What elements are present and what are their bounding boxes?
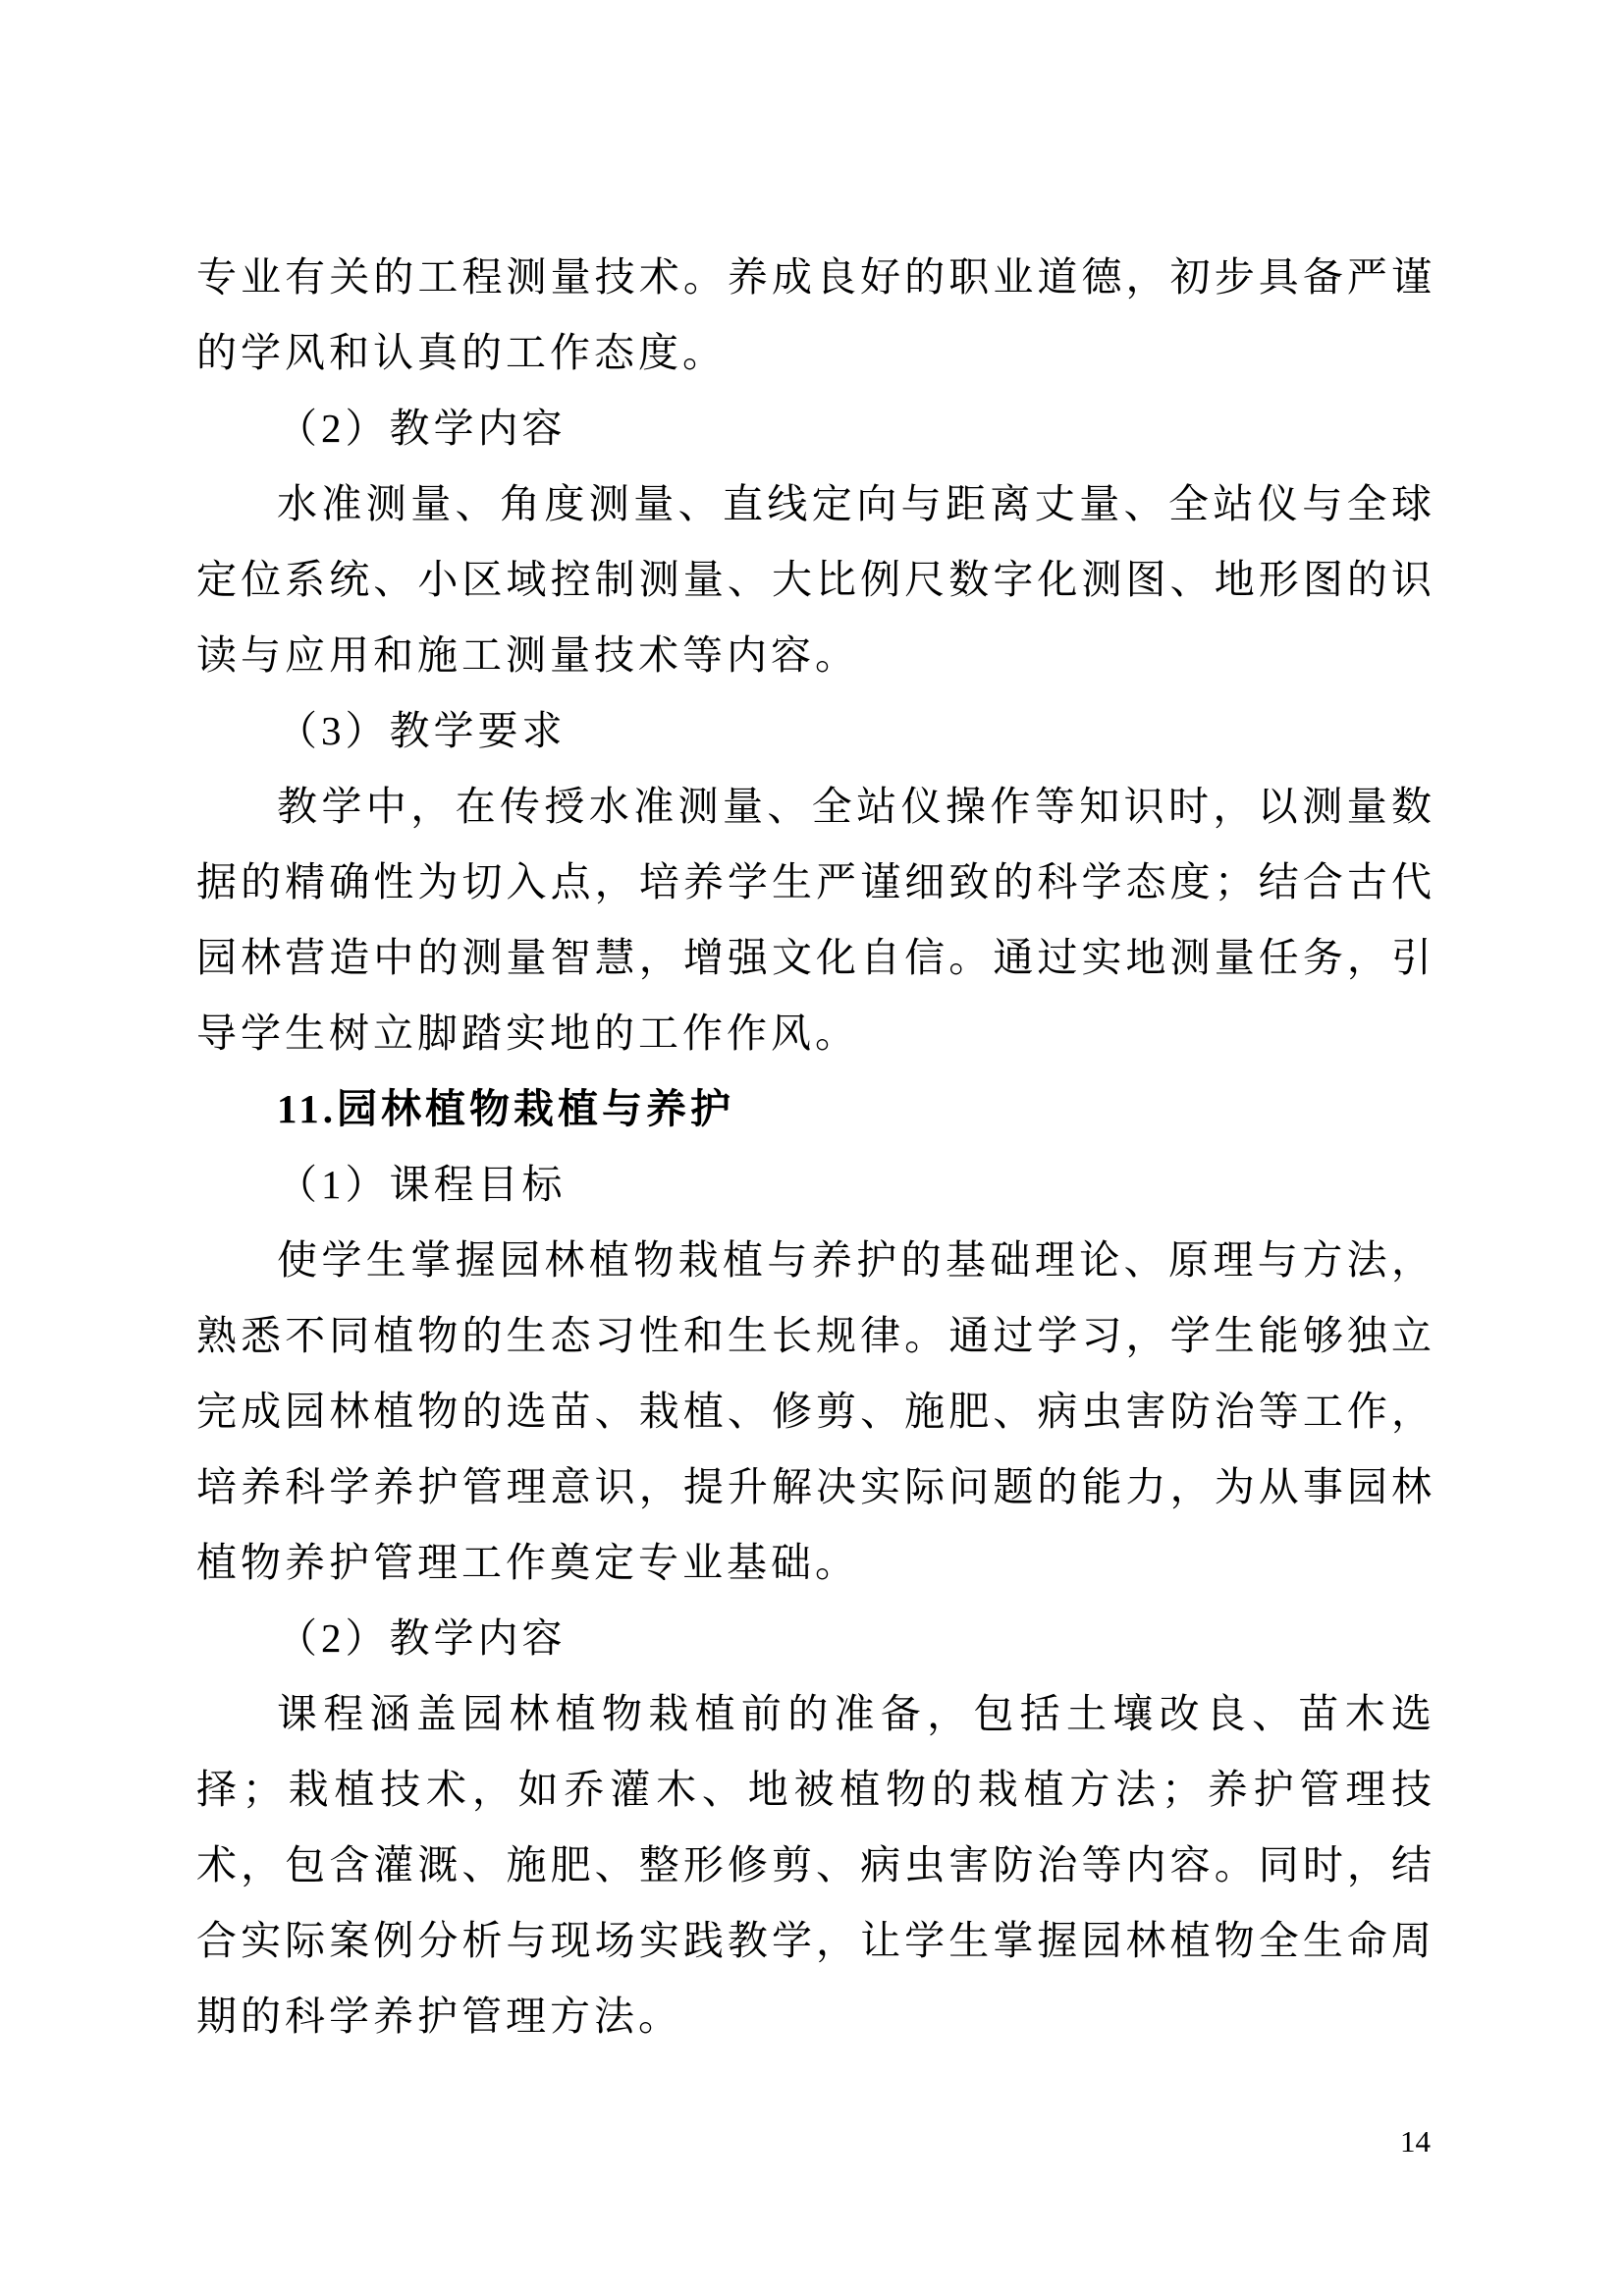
paragraph: 水准测量、角度测量、直线定向与距离丈量、全站仪与全球定位系统、小区域控制测量、大比例尺数字化测图、地形图的识读与应用和施工测量技术等内容。 <box>196 481 1435 678</box>
paragraph: 教学中，在传授水准测量、全站仪操作等知识时，以测量数据的精确性为切入点，培养学生严谨细致的科学态度；结合古代园林营造中的测量智慧，增强文化自信。通过实地测量任务，引导学生树立脚踏实地的工作作风。 <box>196 784 1435 1056</box>
paragraph: （2）教学内容 <box>277 1615 567 1661</box>
page-content <box>196 240 1435 2054</box>
paragraph: 使学生掌握园林植物栽植与养护的基础理论、原理与方法，熟悉不同植物的生态习性和生长规律。通过学习，学生能够独立完成园林植物的选苗、栽植、修剪、施肥、病虫害防治等工作，培养科学养护管理意识，提升解决实际问题的能力，为从事园林植物养护管理工作奠定专业基础。 <box>196 1237 1435 1585</box>
page-number: 14 <box>1400 2124 1431 2159</box>
paragraph: （2）教学内容 <box>277 406 567 451</box>
paragraph: （3）教学要求 <box>277 708 567 753</box>
section-heading: 11.园林植物栽植与养护 <box>277 1086 734 1131</box>
paragraph: （1）课程目标 <box>277 1162 567 1207</box>
paragraph: 专业有关的工程测量技术。养成良好的职业道德，初步具备严谨的学风和认真的工作态度。 <box>196 254 1435 375</box>
paragraph: 课程涵盖园林植物栽植前的准备，包括土壤改良、苗木选择；栽植技术，如乔灌木、地被植物的栽植方法；养护管理技术，包含灌溉、施肥、整形修剪、病虫害防治等内容。同时，结合实际案例分析与现场实践教学，让学生掌握园林植物全生命周期的科学养护管理方法。 <box>196 1691 1435 2039</box>
